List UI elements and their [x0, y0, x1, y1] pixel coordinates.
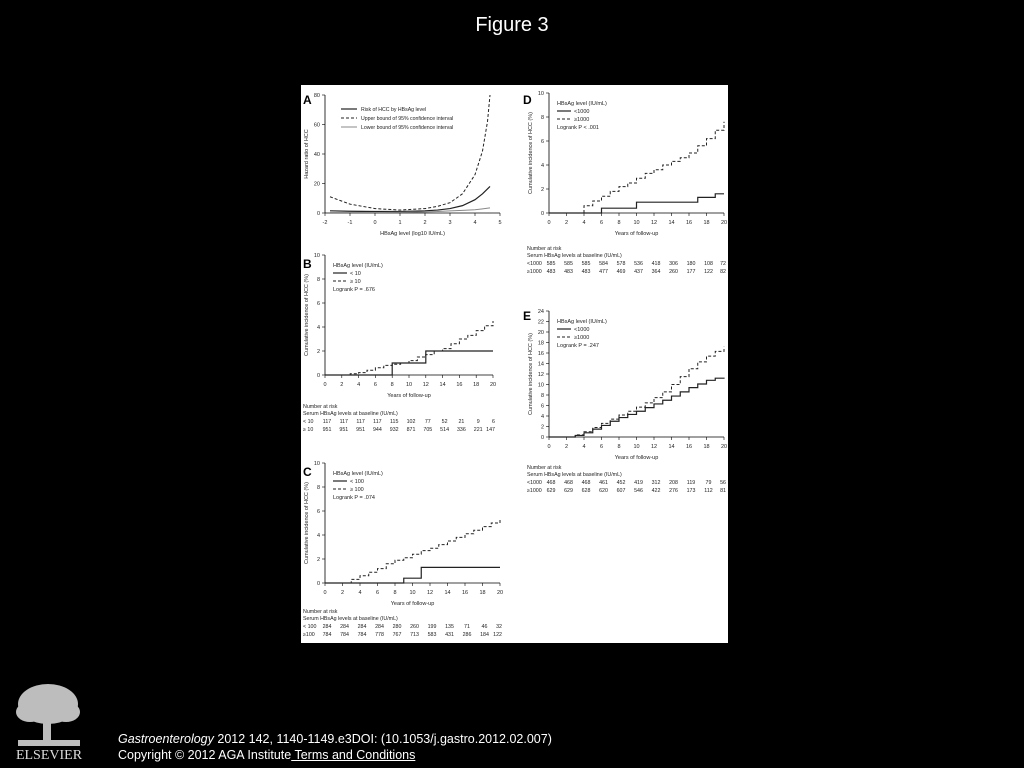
x-tick-label: 18	[479, 590, 486, 596]
y-tick-label: 4	[316, 533, 320, 539]
y-tick-label: 4	[316, 325, 320, 331]
x-tick-label: 12	[650, 444, 658, 450]
risk-table-subheader: Serum HBsAg levels at baseline (IU/mL)	[527, 253, 622, 259]
x-tick-label: 16	[461, 590, 469, 596]
risk-cell: 284	[322, 624, 332, 630]
risk-cell: 422	[651, 488, 661, 494]
risk-cell: 221	[473, 427, 483, 433]
risk-row-label: <1000	[527, 480, 542, 486]
risk-row-label: < 100	[303, 624, 317, 630]
risk-cell: 951	[356, 427, 366, 433]
risk-cell: 21	[458, 419, 465, 425]
risk-cell: 419	[634, 480, 643, 486]
risk-cell: 951	[322, 427, 332, 433]
x-tick-label: 3	[448, 220, 452, 226]
risk-cell: 468	[564, 480, 573, 486]
x-tick-label: 8	[390, 382, 394, 388]
x-tick-label: -1	[347, 220, 353, 226]
risk-cell: 784	[322, 632, 332, 638]
citation-line-2	[118, 747, 552, 763]
x-tick-label: 0	[323, 590, 327, 596]
risk-cell: 56	[720, 480, 726, 486]
risk-cell: 767	[392, 632, 402, 638]
risk-cell: 546	[634, 488, 643, 494]
y-tick-label: 0	[316, 211, 320, 217]
x-tick-label: 2	[564, 444, 569, 450]
risk-table-subheader: Serum HBsAg levels at baseline (IU/mL)	[527, 472, 622, 478]
legend-label: < 10	[350, 271, 361, 277]
legend-title: HBsAg level (IU/mL)	[333, 471, 383, 477]
risk-cell: 418	[651, 261, 661, 267]
risk-cell: 312	[651, 480, 661, 486]
elsevier-tree-icon	[16, 684, 80, 746]
x-tick-label: 4	[473, 220, 477, 226]
risk-cell: 177	[686, 269, 696, 275]
risk-cell: 629	[546, 488, 556, 494]
citation	[118, 731, 552, 763]
risk-cell: 284	[357, 624, 367, 630]
x-tick-label: 10	[405, 382, 413, 388]
legend-title: HBsAg level (IU/mL)	[557, 101, 607, 107]
risk-cell: 431	[445, 632, 454, 638]
risk-cell: 585	[564, 261, 573, 267]
risk-cell: 583	[427, 632, 437, 638]
risk-cell: 135	[445, 624, 454, 630]
risk-cell: 117	[322, 419, 332, 425]
risk-cell: 9	[476, 419, 480, 425]
risk-table-header: Number at risk	[303, 609, 338, 615]
y-tick-label: 6	[540, 139, 544, 145]
legend-label: Upper bound of 95% confidence interval	[361, 116, 454, 122]
x-axis-label: HBsAg level (log10 IU/mL)	[380, 231, 445, 237]
citation-line-1	[118, 731, 552, 747]
logrank-text: Logrank P = .074	[333, 495, 375, 501]
x-tick-label: 4	[582, 444, 586, 450]
risk-cell: 184	[480, 632, 489, 638]
risk-cell: 32	[496, 624, 502, 630]
risk-cell: 468	[581, 480, 591, 486]
chart-panel-c	[303, 461, 503, 638]
risk-table-subheader: Serum HBsAg levels at baseline (IU/mL)	[303, 616, 398, 622]
risk-cell: 147	[486, 427, 495, 433]
risk-row-label: < 10	[303, 419, 314, 425]
y-tick-label: 6	[316, 509, 320, 515]
x-tick-label: 20	[720, 220, 728, 226]
y-tick-label: 8	[540, 393, 544, 399]
x-tick-label: 6	[599, 444, 604, 450]
legend-label: ≥ 100	[350, 487, 364, 493]
legend-label: Lower bound of 95% confidence interval	[361, 125, 454, 131]
risk-cell: 284	[340, 624, 349, 630]
series-line-0	[330, 186, 490, 211]
elsevier-logo	[10, 682, 88, 762]
risk-cell: 180	[686, 261, 696, 267]
y-tick-label: 0	[540, 435, 544, 441]
risk-table-subheader: Serum HBsAg levels at baseline (IU/mL)	[303, 411, 398, 417]
x-tick-label: 6	[599, 220, 604, 226]
risk-cell: 122	[704, 269, 713, 275]
panel-letter: A	[303, 92, 312, 107]
y-tick-label: 80	[313, 93, 320, 99]
risk-cell: 284	[375, 624, 384, 630]
risk-table-header: Number at risk	[527, 246, 562, 252]
x-tick-label: 12	[422, 382, 429, 388]
risk-cell: 778	[375, 632, 384, 638]
y-tick-label: 22	[537, 319, 544, 326]
y-axis-label: Cumulative incidence of HCC (%)	[304, 482, 310, 564]
risk-cell: 117	[356, 419, 365, 425]
y-tick-label: 6	[316, 301, 320, 307]
y-tick-label: 8	[316, 485, 320, 491]
risk-cell: 629	[564, 488, 573, 494]
x-tick-label: 10	[633, 444, 640, 450]
y-tick-label: 8	[316, 277, 320, 283]
risk-cell: 108	[704, 261, 713, 267]
y-tick-label: 4	[540, 414, 544, 420]
risk-cell: 72	[720, 261, 726, 267]
y-tick-label: 20	[537, 330, 544, 336]
legend-label: <1000	[574, 109, 590, 115]
legend-label: < 100	[350, 479, 364, 485]
risk-cell: 871	[406, 427, 416, 433]
series-line-0	[325, 567, 500, 583]
risk-cell: 208	[669, 480, 678, 486]
risk-cell: 713	[410, 632, 419, 638]
x-axis-label: Years of follow-up	[390, 601, 435, 607]
y-tick-label: 14	[537, 361, 544, 368]
x-tick-label: 0	[373, 220, 377, 226]
risk-cell: 469	[616, 269, 626, 275]
risk-cell: 260	[410, 624, 419, 630]
risk-cell: 260	[669, 269, 678, 275]
risk-cell: 117	[373, 419, 382, 425]
x-tick-label: 18	[703, 220, 710, 226]
panel-letter: B	[303, 256, 312, 271]
y-tick-label: 0	[316, 581, 320, 587]
risk-cell: 112	[704, 488, 713, 494]
x-tick-label: 18	[703, 444, 710, 450]
legend-label: ≥1000	[574, 335, 590, 341]
x-tick-label: 20	[720, 444, 728, 450]
y-tick-label: 10	[537, 91, 544, 97]
logrank-text: Logrank P = .676	[333, 287, 375, 293]
legend-label: ≥1000	[574, 117, 590, 123]
x-tick-label: 2	[423, 220, 427, 226]
y-tick-label: 2	[316, 349, 320, 355]
x-tick-label: 8	[393, 590, 397, 596]
risk-cell: 951	[339, 427, 349, 433]
slide-title: Figure 3	[475, 14, 549, 36]
x-tick-label: 14	[444, 590, 451, 596]
risk-cell: 607	[616, 488, 626, 494]
risk-cell: 46	[481, 624, 488, 630]
copyright-text: Copyright © 2012 AGA Institute	[118, 748, 292, 762]
risk-cell: 784	[357, 632, 367, 638]
x-tick-label: 14	[439, 382, 446, 388]
y-tick-label: 0	[540, 211, 544, 217]
risk-cell: 336	[456, 427, 466, 433]
risk-cell: 514	[440, 427, 450, 433]
risk-cell: 199	[427, 624, 437, 630]
x-tick-label: 10	[633, 220, 640, 226]
x-tick-label: 6	[375, 590, 380, 596]
x-axis-label: Years of follow-up	[614, 231, 659, 237]
figure-svg	[301, 85, 728, 643]
risk-cell: 452	[616, 480, 626, 486]
y-tick-label: 60	[313, 122, 320, 129]
y-axis-label: Cumulative incidence of HCC (%)	[304, 274, 310, 356]
chart-panel-d	[523, 91, 727, 275]
risk-row-label: ≥1000	[527, 488, 542, 494]
x-axis-label: Years of follow-up	[614, 455, 659, 461]
risk-cell: 536	[634, 261, 643, 267]
risk-cell: 620	[599, 488, 608, 494]
risk-cell: 79	[705, 480, 712, 486]
risk-cell: 578	[616, 261, 626, 267]
y-tick-label: 20	[313, 181, 320, 188]
x-tick-label: 5	[498, 220, 502, 226]
series-line-1	[549, 347, 724, 437]
risk-cell: 81	[720, 488, 726, 494]
x-tick-label: 16	[456, 382, 463, 388]
risk-row-label: ≥100	[303, 632, 315, 638]
logrank-text: Logrank P = .247	[557, 343, 599, 349]
y-tick-label: 12	[537, 372, 544, 378]
risk-cell: 102	[406, 419, 416, 425]
y-tick-label: 6	[540, 403, 544, 410]
terms-link[interactable]: Terms and Conditions	[291, 748, 416, 762]
y-tick-label: 2	[540, 424, 544, 431]
risk-cell: 276	[669, 488, 678, 494]
risk-cell: 437	[634, 269, 643, 275]
y-tick-label: 4	[540, 163, 544, 169]
x-tick-label: 12	[426, 590, 434, 596]
chart-panel-e	[523, 309, 727, 494]
risk-cell: 784	[340, 632, 349, 638]
figure-panel	[301, 85, 728, 643]
risk-cell: 280	[392, 624, 402, 630]
risk-cell: 628	[581, 488, 591, 494]
x-tick-label: 2	[340, 590, 345, 596]
y-tick-label: 10	[313, 461, 320, 467]
y-axis-label: Hazard ratio of HCC	[304, 129, 310, 179]
series-line-1	[325, 519, 500, 583]
x-tick-label: 4	[582, 220, 586, 226]
series-line-0	[549, 194, 724, 213]
y-tick-label: 10	[313, 253, 320, 259]
y-tick-label: 8	[540, 115, 544, 121]
risk-cell: 585	[581, 261, 591, 267]
risk-cell: 705	[423, 427, 433, 433]
x-tick-label: 8	[617, 220, 621, 226]
legend-label: <1000	[574, 327, 590, 333]
risk-cell: 585	[546, 261, 556, 267]
risk-row-label: <1000	[527, 261, 542, 267]
x-tick-label: 6	[373, 382, 377, 388]
chart-panel-b	[303, 253, 496, 433]
x-tick-label: 12	[650, 220, 658, 226]
x-tick-label: -2	[322, 220, 328, 226]
y-tick-label: 10	[537, 382, 544, 389]
x-tick-label: 20	[496, 590, 504, 596]
risk-row-label: ≥ 10	[303, 427, 314, 433]
x-tick-label: 2	[340, 382, 344, 388]
series-line-1	[325, 321, 493, 375]
risk-cell: 6	[492, 419, 495, 425]
x-tick-label: 14	[668, 444, 675, 450]
x-tick-label: 14	[668, 220, 675, 226]
risk-table-header: Number at risk	[303, 404, 338, 410]
legend-title: HBsAg level (IU/mL)	[333, 263, 383, 269]
risk-cell: 483	[546, 269, 556, 275]
x-tick-label: 4	[357, 382, 361, 388]
risk-cell: 483	[564, 269, 573, 275]
risk-cell: 944	[372, 427, 382, 433]
risk-cell: 477	[599, 269, 608, 275]
risk-cell: 117	[339, 419, 349, 425]
y-axis-label: Cumulative incidence of HCC (%)	[528, 112, 534, 194]
x-tick-label: 4	[358, 590, 362, 596]
x-tick-label: 8	[617, 444, 621, 450]
risk-cell: 584	[599, 261, 608, 267]
panel-letter: E	[523, 308, 532, 323]
x-tick-label: 1	[398, 220, 402, 226]
risk-cell: 71	[464, 624, 470, 630]
y-tick-label: 16	[537, 351, 544, 357]
risk-cell: 483	[581, 269, 591, 275]
risk-cell: 286	[462, 632, 472, 638]
x-tick-label: 0	[547, 220, 551, 226]
risk-cell: 82	[720, 269, 726, 275]
chart-panel-a	[303, 93, 502, 237]
x-tick-label: 0	[323, 382, 327, 388]
y-tick-label: 2	[316, 557, 320, 563]
journal-name: Gastroenterology	[118, 732, 214, 746]
x-tick-label: 20	[489, 382, 497, 388]
risk-cell: 173	[686, 488, 696, 494]
panel-letter: D	[523, 92, 532, 107]
y-tick-label: 0	[316, 373, 320, 379]
x-tick-label: 2	[564, 220, 569, 226]
x-tick-label: 10	[409, 590, 416, 596]
risk-cell: 52	[441, 419, 448, 425]
y-axis-label: Cumulative incidence of HCC (%)	[528, 333, 534, 415]
risk-cell: 77	[424, 419, 431, 425]
risk-cell: 122	[493, 632, 502, 638]
y-tick-label: 2	[540, 187, 544, 193]
risk-cell: 461	[599, 480, 608, 486]
panel-letter: C	[303, 464, 312, 479]
y-tick-label: 24	[537, 309, 544, 315]
legend-label: ≥ 10	[350, 279, 361, 285]
logrank-text: Logrank P < .001	[557, 125, 599, 131]
x-axis-label: Years of follow-up	[387, 393, 431, 399]
publisher-name: ELSEVIER	[15, 748, 83, 762]
legend-title: HBsAg level (IU/mL)	[557, 319, 607, 325]
x-tick-label: 18	[473, 382, 480, 388]
risk-cell: 364	[651, 269, 661, 275]
risk-table-header: Number at risk	[527, 465, 562, 471]
risk-cell: 306	[669, 261, 678, 267]
y-tick-label: 40	[313, 152, 320, 158]
risk-cell: 468	[546, 480, 556, 486]
citation-details: 2012 142, 1140-1149.e3DOI: (10.1053/j.gastro.2012.02.007)	[213, 732, 552, 746]
y-tick-label: 18	[537, 340, 544, 347]
legend-label: Risk of HCC by HBsAg level	[361, 107, 427, 113]
risk-row-label: ≥1000	[527, 269, 542, 275]
x-tick-label: 0	[547, 444, 551, 450]
x-tick-label: 16	[685, 220, 693, 226]
x-tick-label: 16	[685, 444, 693, 450]
risk-cell: 115	[389, 419, 399, 425]
risk-cell: 932	[389, 427, 399, 433]
risk-cell: 119	[686, 480, 696, 486]
